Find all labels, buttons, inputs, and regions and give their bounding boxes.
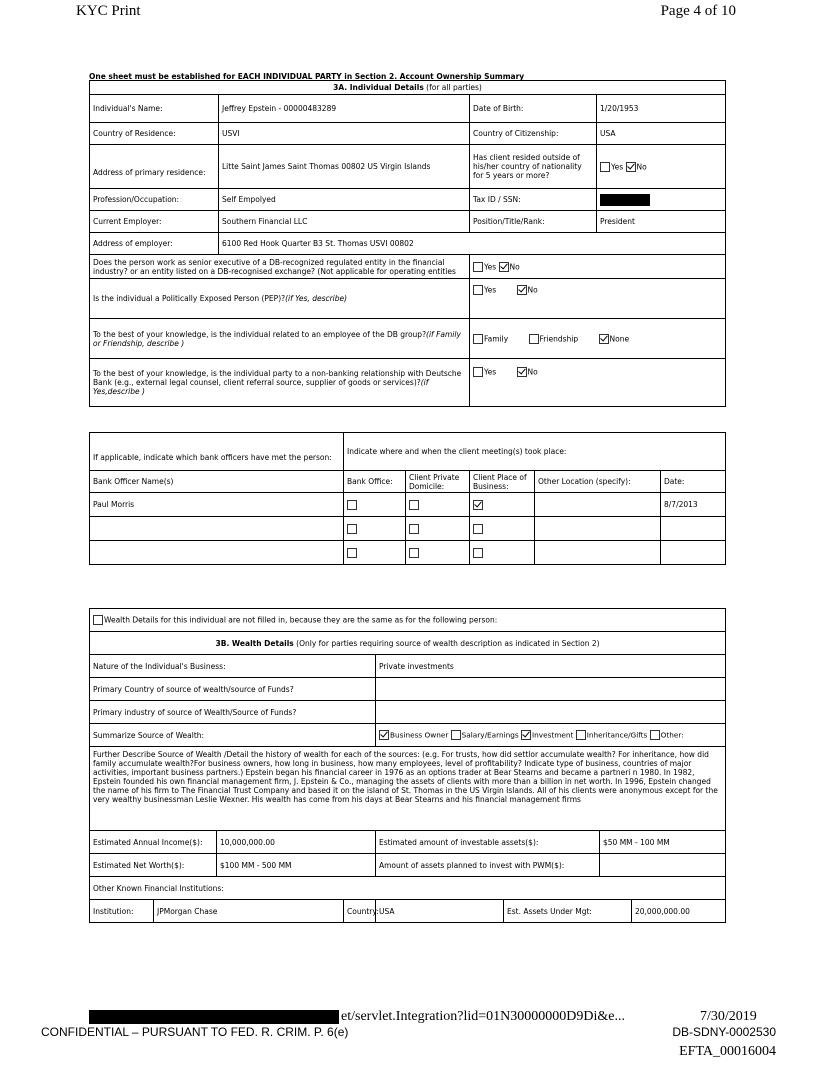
same-as-row: Wealth Details for this individual are not filled in, because they are the same as for the following person: <box>90 609 726 632</box>
profession-value: Self Empolyed <box>219 189 470 211</box>
resided-outside-options: Yes No <box>597 145 726 189</box>
non-banking-no-checkbox[interactable] <box>517 367 527 377</box>
employer-address-label: Address of employer: <box>90 233 219 255</box>
bates-number: DB-SDNY-0002530 <box>672 1025 776 1039</box>
related-none-checkbox[interactable] <box>599 334 609 344</box>
institution-value: JPMorgan Chase <box>154 900 344 923</box>
col-bank-office-header: Bank Office: <box>344 471 406 493</box>
summarize-wealth-options: Business Owner Salary/Earnings Investment Inheritance/Gifts Other: <box>376 724 726 747</box>
place-of-business-checkbox[interactable] <box>473 524 483 534</box>
non-banking-options: Yes No <box>470 359 726 407</box>
page-number: Page 4 of 10 <box>660 3 736 19</box>
annual-income-value: 10,000,000.00 <box>217 831 376 854</box>
bank-office-checkbox[interactable] <box>347 500 357 510</box>
related-employee-options: Family Friendship None <box>470 319 726 359</box>
related-family-checkbox[interactable] <box>473 334 483 344</box>
footer-url-line <box>89 1009 625 1025</box>
planned-assets-value <box>600 854 726 877</box>
residence-value: USVI <box>219 123 470 145</box>
tax-id-label: Tax ID / SSN: <box>470 189 597 211</box>
section-3b-title: 3B. Wealth Details (Only for parties requiring source of wealth description as indicated in Section 2) <box>90 632 726 655</box>
aum-value: 20,000,000.00 <box>632 900 726 923</box>
other-checkbox[interactable] <box>650 730 660 740</box>
name-label: Individual's Name: <box>90 95 219 123</box>
position-label: Position/Title/Rank: <box>470 211 597 233</box>
pep-no-checkbox[interactable] <box>517 285 527 295</box>
annual-income-label: Estimated Annual Income($): <box>90 831 217 854</box>
section-3a-title: 3A. Individual Details (for all parties) <box>90 81 726 95</box>
profession-label: Profession/Occupation: <box>90 189 219 211</box>
resided-outside-yes-checkbox[interactable] <box>600 162 610 172</box>
country-value: USA <box>376 900 504 923</box>
resided-outside-no-checkbox[interactable] <box>626 162 636 172</box>
investable-assets-label: Estimated amount of investable assets($): <box>376 831 600 854</box>
inheritance-checkbox[interactable] <box>576 730 586 740</box>
citizenship-value: USA <box>597 123 726 145</box>
address-value: Litte Saint James Saint Thomas 00802 US Virgin Islands <box>219 145 470 189</box>
related-employee-question: To the best of your knowledge, is the individual related to an employee of the DB group?(if Family or Friendship, describe ) <box>90 319 470 359</box>
pep-question: Is the individual a Politically Exposed Person (PEP)?(if Yes, describe) <box>90 279 470 319</box>
col-other-location-header: Other Location (specify): <box>535 471 661 493</box>
wealth-country-label: Primary Country of source of wealth/source of Funds? <box>90 678 376 701</box>
citizenship-label: Country of Citizenship: <box>470 123 597 145</box>
domicile-checkbox[interactable] <box>409 500 419 510</box>
business-nature-value: Private investments <box>376 655 726 678</box>
employer-value: Southern Financial LLC <box>219 211 470 233</box>
url-redaction <box>89 1010 339 1024</box>
place-of-business-checkbox[interactable] <box>473 548 483 558</box>
meeting-location-label: Indicate where and when the client meeting(s) took place: <box>344 433 726 471</box>
address-label: Address of primary residence: <box>90 145 219 189</box>
residence-label: Country of Residence: <box>90 123 219 145</box>
dob-value: 1/20/1953 <box>597 95 726 123</box>
employer-address-value: 6100 Red Hook Quarter B3 St. Thomas USVI 00802 <box>219 233 726 255</box>
non-banking-question: To the best of your knowledge, is the individual party to a non-banking relationship with Deutsche Bank (e.g., external legal counsel, client referral source, supplier of goods or services)?(if Yes,describe ) <box>90 359 470 407</box>
domicile-cell <box>406 493 470 517</box>
wealth-industry-label: Primary industry of source of Wealth/Source of Funds? <box>90 701 376 724</box>
wealth-industry-value <box>376 701 726 724</box>
employer-label: Current Employer: <box>90 211 219 233</box>
planned-assets-label: Amount of assets planned to invest with PWM($): <box>376 854 600 877</box>
summarize-wealth-label: Summarize Source of Wealth: <box>90 724 376 747</box>
col-officer-header: Bank Officer Name(s) <box>90 471 344 493</box>
officer-row <box>90 493 726 517</box>
pep-options: Yes No <box>470 279 726 319</box>
officer-row-empty <box>90 541 726 565</box>
officers-met-label: If applicable, indicate which bank officers have met the person: <box>90 433 344 471</box>
domicile-checkbox[interactable] <box>409 524 419 534</box>
institution-label: Institution: <box>90 900 154 923</box>
other-institutions-label: Other Known Financial Institutions: <box>90 877 726 900</box>
col-date-header: Date: <box>661 471 726 493</box>
investable-assets-value: $50 MM - 100 MM <box>600 831 726 854</box>
wealth-country-value <box>376 678 726 701</box>
same-as-checkbox[interactable] <box>93 615 103 625</box>
business-owner-checkbox[interactable] <box>379 730 389 740</box>
related-friendship-checkbox[interactable] <box>529 334 539 344</box>
dob-label: Date of Birth: <box>470 95 597 123</box>
officer-row-empty <box>90 517 726 541</box>
wealth-details-table <box>89 608 726 923</box>
senior-executive-no-checkbox[interactable] <box>499 262 509 272</box>
bank-office-checkbox[interactable] <box>347 548 357 558</box>
wealth-description: Further Describe Source of Wealth /Detail the history of wealth for each of the sources: (e.g. For trusts, how did settlor accumulate wealth? For inheritance, how did family accumulate wealth?For business owners, how long in business, how many employees, level of profitability? Indicate type of business, countries of major activities, important business partners.) Epstein began his financial career in 1976 as an options trader at Bear Stearns and became a partneri n 1980. In 1982, Epstein founded his own financial management firm, J. Epstein & Co., managing the assets of clients with more than a billion in net worth. In 1996, Epstein changed the name of his firm to The Financial Trust Company and based it on the island of St. Thomas in the US Virgin Islands. All of his clients were anonymous except for the very wealthy businessman Leslie Wexner. His wealth has come from his days at Bear Stearns and his financial management firms <box>90 747 726 831</box>
net-worth-label: Estimated Net Worth($): <box>90 854 217 877</box>
net-worth-value: $100 MM - 500 MM <box>217 854 376 877</box>
footer-date: 7/30/2019 <box>700 1009 757 1024</box>
senior-executive-question: Does the person work as senior executive of a DB-recognized regulated entity in the financial industry? or an entity listed on a DB-recognised exchange? (Not applicable for operating entities <box>90 255 470 279</box>
investment-checkbox[interactable] <box>521 730 531 740</box>
senior-executive-options: Yes No <box>470 255 726 279</box>
page-header-title: KYC Print <box>76 3 141 19</box>
salary-checkbox[interactable] <box>451 730 461 740</box>
spacer-row <box>90 407 726 433</box>
tax-id-value <box>597 189 726 211</box>
resided-outside-question: Has client resided outside of his/her country of nationality for 5 years or more? <box>470 145 597 189</box>
efta-number: EFTA_00016004 <box>679 1044 776 1059</box>
country-label: Country: <box>344 900 376 923</box>
place-of-business-checkbox[interactable] <box>473 500 483 510</box>
col-business-header: Client Place of Business: <box>470 471 535 493</box>
non-banking-yes-checkbox[interactable] <box>473 367 483 377</box>
business-nature-label: Nature of the Individual's Business: <box>90 655 376 678</box>
meeting-date: 8/7/2013 <box>661 493 726 517</box>
other-location-cell <box>535 493 661 517</box>
senior-executive-yes-checkbox[interactable] <box>473 262 483 272</box>
business-cell <box>470 493 535 517</box>
domicile-checkbox[interactable] <box>409 548 419 558</box>
bank-office-cell <box>344 493 406 517</box>
col-domicile-header: Client Private Domicile: <box>406 471 470 493</box>
position-value: President <box>597 211 726 233</box>
pep-yes-checkbox[interactable] <box>473 285 483 295</box>
aum-label: Est. Assets Under Mgt: <box>504 900 632 923</box>
confidential-notice: CONFIDENTIAL – PURSUANT TO FED. R. CRIM. P. 6(e) <box>41 1025 349 1039</box>
name-value: Jeffrey Epstein - 00000483289 <box>219 95 470 123</box>
bank-office-checkbox[interactable] <box>347 524 357 534</box>
officer-name: Paul Morris <box>90 493 344 517</box>
individual-details-table <box>89 80 726 565</box>
tax-id-redaction <box>600 194 650 206</box>
instruction-note: One sheet must be established for EACH INDIVIDUAL PARTY in Section 2. Account Ownership Summary <box>89 72 525 81</box>
footer-url: et/servlet.Integration?lid=01N30000000D9Di&e... <box>341 1009 625 1024</box>
